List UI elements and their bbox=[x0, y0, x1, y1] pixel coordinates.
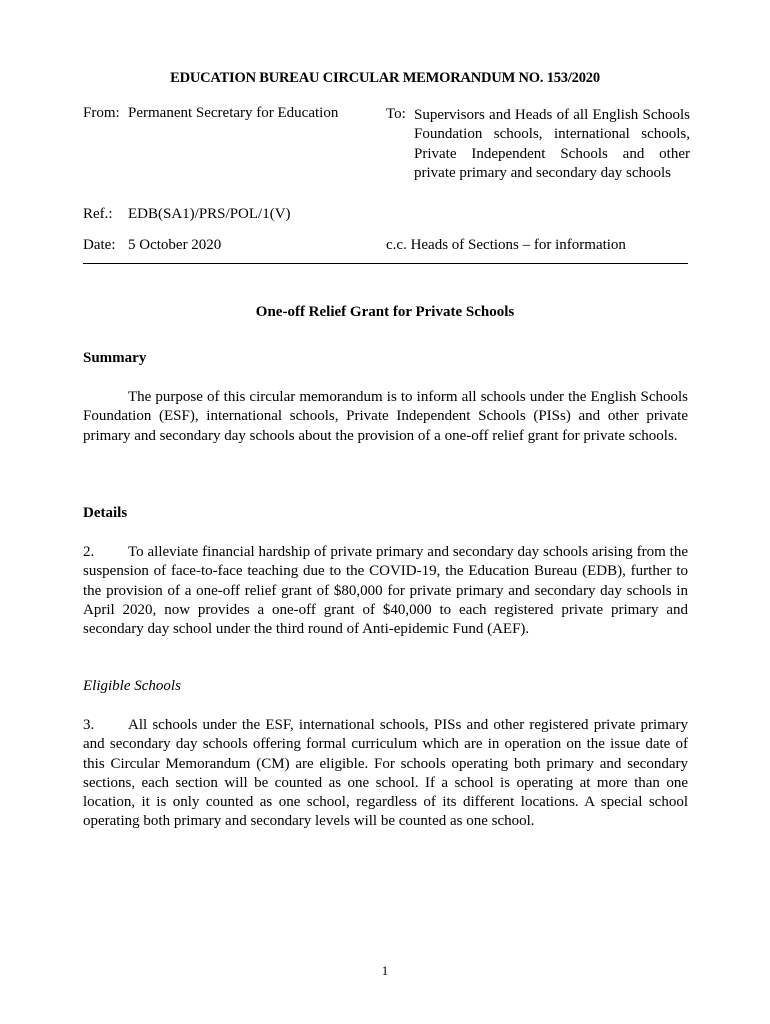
page-number: 1 bbox=[381, 963, 389, 978]
paragraph-2-text: To alleviate financial hardship of private primary and secondary day schools arising from the suspension of face-to-face teaching due to the COVID-19, the Education Bureau (EDB), further to the provision of a one-off relief grant of $80,000 for private primary and secondary day schools in April 2020, now provides a one-off grant of $40,000 to each registered private primary and secondary day school under the third round of Anti-epidemic Fund (AEF). bbox=[83, 544, 688, 638]
paragraph-3 bbox=[83, 716, 688, 832]
details-heading: Details bbox=[83, 505, 128, 521]
subject-heading: One-off Relief Grant for Private Schools bbox=[255, 304, 515, 320]
paragraph-3-text: All schools under the ESF, international schools, PISs and other registered private primary and secondary day schools offering formal curriculum which are in operation on the issue date of this Circular Memorandum (CM) are eligible. For schools operating both primary and secondary sections, each section will be counted as one school. If a school is operating at more than one location, it is only counted as one school, regardless of its different locations. A special school operating both primary and secondary levels will be counted as one school. bbox=[83, 717, 688, 830]
date-label: Date: bbox=[83, 237, 116, 253]
from-value: Permanent Secretary for Education bbox=[128, 105, 339, 121]
summary-heading: Summary bbox=[83, 350, 147, 366]
date-value: 5 October 2020 bbox=[128, 237, 222, 253]
ref-label: Ref.: bbox=[83, 206, 113, 222]
ref-value: EDB(SA1)/PRS/POL/1(V) bbox=[128, 206, 291, 222]
header-divider bbox=[83, 263, 688, 264]
to-label: To: bbox=[386, 106, 406, 122]
paragraph-3-number: 3. bbox=[83, 717, 95, 733]
from-label: From: bbox=[83, 105, 120, 121]
paragraph-2-number: 2. bbox=[83, 544, 95, 560]
to-value: Supervisors and Heads of all English Schools Foundation schools, international schools, Private Independent Schools and other private primary and secondary day schools bbox=[414, 107, 690, 181]
eligible-schools-heading: Eligible Schools bbox=[83, 678, 181, 694]
paragraph-2 bbox=[83, 543, 688, 639]
summary-paragraph: The purpose of this circular memorandum is to inform all schools under the English Schools Foundation (ESF), international schools, Private Independent Schools (PISs) and other private primary and secondary day schools about the provision of a one-off relief grant for private schools. bbox=[83, 389, 688, 444]
cc-line: c.c. Heads of Sections – for information bbox=[386, 237, 626, 253]
circular-title: EDUCATION BUREAU CIRCULAR MEMORANDUM NO. 153/2020 bbox=[170, 70, 600, 86]
